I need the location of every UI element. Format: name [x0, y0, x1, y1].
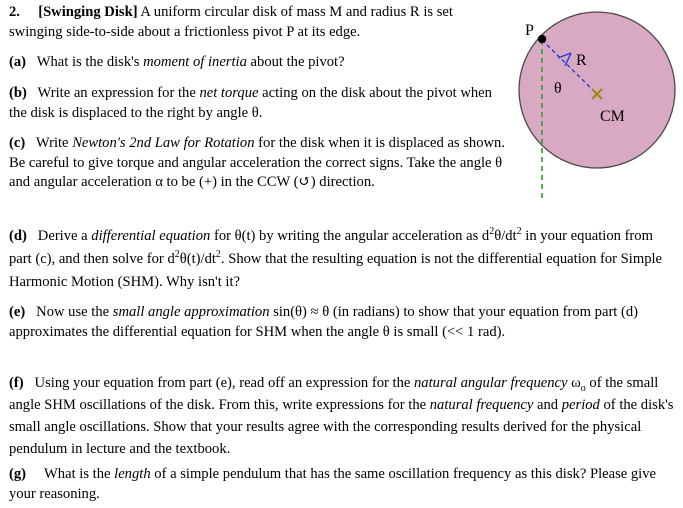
problem-number: 2. — [9, 4, 20, 20]
part-d-text-2: for θ(t) by writing the angular acceleration as d — [210, 228, 490, 244]
problem-intro-text: A uniform circular disk of mass M and radius R is set swinging side-to-side about a frictionless pivot P at its edge. — [9, 4, 453, 40]
part-c-text: Write — [35, 135, 73, 151]
part-d-text: Derive a — [37, 228, 92, 244]
part-f-text-4: and — [533, 397, 562, 413]
part-g — [9, 465, 677, 504]
part-b — [9, 84, 509, 123]
part-d-sup-2: 2 — [516, 226, 522, 238]
part-a-text-end: about the pivot? — [246, 54, 345, 70]
part-c-emphasis: Newton's 2nd Law for Rotation — [72, 135, 255, 151]
part-a — [9, 53, 509, 73]
part-f-emphasis-3: period — [561, 397, 600, 413]
part-f-text-2: ω — [567, 375, 581, 391]
part-d-emphasis: differential equation — [91, 228, 211, 244]
part-d-label: (d) — [9, 228, 27, 244]
part-d-text-4: in your equation from part (c), and then solve for d — [9, 228, 653, 267]
cm-label: CM — [600, 108, 625, 125]
part-d — [9, 225, 677, 294]
part-d-text-6: . Show that the resulting equation is not the differential equation for Simple Harmonic Motion (SHM). Why isn't it? — [9, 251, 663, 290]
radius-label: R — [576, 52, 587, 69]
part-b-text: Write an expression for the — [37, 85, 200, 101]
problem-intro — [9, 3, 509, 42]
part-d-text-3: θ/dt — [494, 228, 517, 244]
part-d-sup-3: 2 — [174, 249, 180, 261]
part-b-emphasis: net torque — [199, 85, 259, 101]
part-e-text-end: sin(θ) ≈ θ (in radians) to show that your equation from part (d) approximates the differential equation for SHM when the angle θ is small (<< 1 rad). — [9, 304, 639, 340]
part-a-text: What is the disk's — [36, 54, 144, 70]
pivot-label: P — [525, 22, 534, 39]
swinging-disk-figure — [510, 0, 683, 200]
part-f-text: Using your equation from part (e), read off an expression for the — [34, 375, 414, 391]
part-d-sup-1: 2 — [489, 226, 495, 238]
part-b-text-end: acting on the disk about the pivot when the disk is displaced to the right by angle θ. — [9, 85, 492, 121]
part-g-text-end: of a simple pendulum that has the same oscillation frequency as this disk? Please give your reasoning. — [9, 466, 657, 502]
part-f-label: (f) — [9, 375, 24, 391]
part-a-label: (a) — [9, 54, 27, 70]
part-g-text: What is the — [44, 466, 115, 482]
part-f — [9, 372, 677, 460]
part-d-sup-4: 2 — [215, 249, 221, 261]
part-e — [9, 303, 677, 342]
part-e-emphasis: small angle approximation — [112, 304, 270, 320]
part-c-label: (c) — [9, 135, 26, 151]
part-g-label: (g) — [9, 466, 27, 482]
part-f-emphasis-1: natural angular frequency — [414, 375, 568, 391]
problem-title: [Swinging Disk] — [38, 4, 138, 20]
part-d-text-5: θ(t)/dt — [179, 251, 216, 267]
pivot-dot — [538, 35, 546, 43]
part-f-sub-1: o — [580, 382, 586, 394]
part-g-emphasis: length — [114, 466, 151, 482]
part-c-text-end: for the disk when it is displaced as shown. Be careful to give torque and angular acceleration the correct signs. Take the angle θ and angular acceleration α to be (+) in the CCW (↺) direction. — [9, 135, 506, 191]
part-a-emphasis: moment of inertia — [143, 54, 247, 70]
part-e-text: Now use the — [36, 304, 113, 320]
part-e-label: (e) — [9, 304, 26, 320]
part-c — [9, 134, 509, 193]
part-f-emphasis-2: natural frequency — [429, 397, 534, 413]
part-f-text-3: of the small angle SHM oscillations of the disk. From this, write expressions for the — [9, 375, 659, 413]
disk-diagram — [510, 0, 683, 200]
part-f-text-5: of the disk's small angle oscillations. Show that your results agree with the corresponding results derived for the physical pendulum in lecture and the textbook. — [9, 397, 674, 457]
angle-label: θ — [554, 80, 562, 97]
part-b-label: (b) — [9, 85, 27, 101]
